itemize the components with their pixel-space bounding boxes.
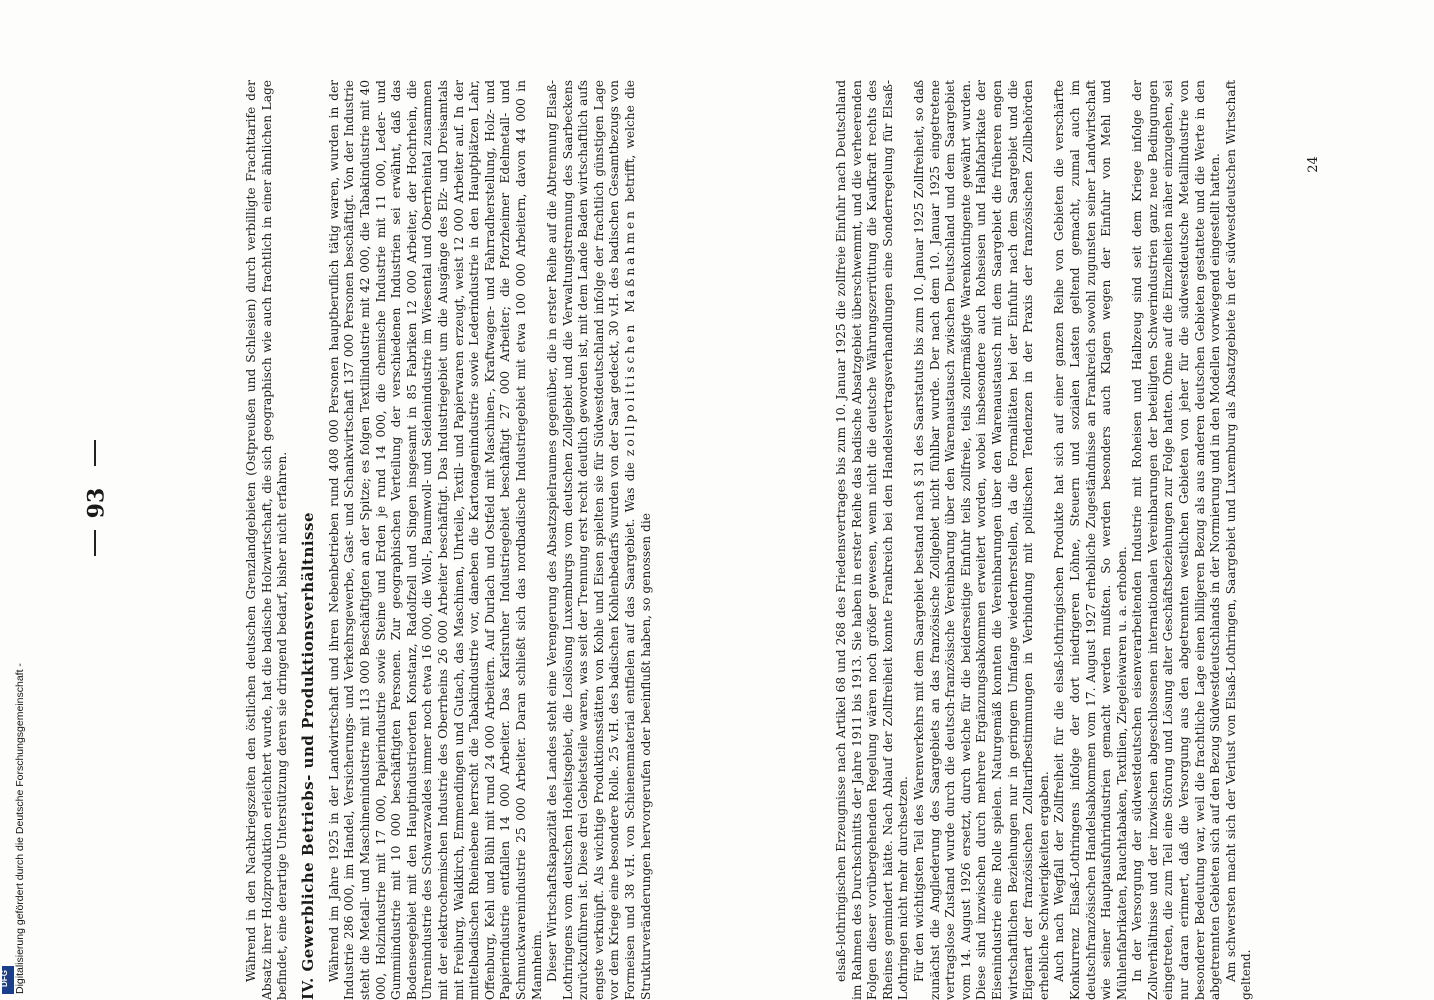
paragraph: Während im Jahre 1925 in der Landwirtschaft und ihren Nebenbetrieben rund 408 000 Personen hauptberuflich tätig waren, wurden in der Industrie 286 000, im Handel, Versicherungs- und Verkehrsgewerbe, Gast- und Schankwirtschaft 137 000 Personen beschäftigt. Von der Industrie steht die Metall- und Maschinenindustrie mit 113 000 Beschäftigten an der Spitze; es folgen Textilindustrie mit 42 000, die Tabakindustrie mit 40 000, Holzindustrie mit 17 000, Papierindustrie sowie Steine und Erden je rund 14 000, die chemische Industrie mit 11 000, Leder- und Gummiindustrie mit 10 000 beschäftigten Personen. Zur geographischen Verteilung der verschiedenen Industrien sei erwähnt, daß das Bodenseegebiet mit den Hauptindustrieorten Konstanz, Radolfzell und Singen insgesamt in 85 Fabriken 12 000 Arbeiter, der Hochrhein, die Uhrenindustrie des Schwarzwaldes immer noch etwa 16 000, die Woll-, Baumwoll- und Seidenindustrie im Wiesental und Oberrheintal zusammen mit der elektrochemischen Industrie des Oberrheins 26 000 Arbeiter beschäftigt. Das Industriegebiet um die Ausgänge des Elz- und Dreisamtals mit Freiburg, Waldkirch, Emmendingen und Gutach, das Maschinen, Uhrteile, Textil- und Papierwaren erzeugt, weist 12 000 Arbeiter auf. In der mittelbadischen Rheinebene herrscht die Tabakindustrie vor, daneben die Kartonagenindustrie sowie Lederindustrie in den Hauptplätzen Lahr, Offenburg, Kehl und Bühl mit rund 24 000 Arbeitern. Auf Durlach und Ostfeld mit Maschinen-, Kraftwagen- und Fahrradherstellung, Holz- und Papierindustrie entfallen 14 000 Arbeiter. Das Karlsruher Industriegebiet beschäftigt 27 000 Arbeiter; die Pforzheimer Edelmetall- und Schmuckwarenindustrie 25 000 Arbeiter. Daran schließt sich das nordbadische Industriegebiet mit etwa 100 000 Arbeitern, davon 44 000 in Mannheim. bbox=[326, 80, 544, 1000]
paragraph-text: betrifft, welche die Strukturveränderungen hervorgerufen oder beeinflußt haben, so genossen die bbox=[623, 79, 653, 1000]
page-number: 93 bbox=[83, 487, 110, 519]
paragraph: elsaß-lothringischen Erzeugnisse nach Artikel 68 und 268 des Friedensvertrages bis zum 10. Januar 1925 die zollfreie Einfuhr nach Deutschland im Rahmen des Durchschnitts der Jahre 1911 bis 1913. Sie haben in erster Reihe das badische Absatzgebiet überschwemmt, und die verheerenden Folgen dieser vorübergehenden Regelung wären noch größer gewesen, wenn nicht die deutsche Währungszerrüttung die Kaufkraft rechts des Rheines gemindert hätte. Nach Ablauf der Zollfreiheit konnte Frankreich bei den Handelsvertragsverhandlungen eine Sonderregelung für Elsaß-Lothringen nicht mehr durchsetzen. bbox=[834, 80, 911, 1000]
credit-text: Digitalisierung gefördert durch die Deutsche Forschungsgemeinschaft - bbox=[14, 663, 26, 994]
paragraph: Am schwersten macht sich der Verlust von Elsaß-Lothringen, Saargebiet und Luxemburg als Absatzgebiete in der südwestdeutschen Wirtschaft geltend. bbox=[1223, 80, 1254, 1000]
paragraph: Während in den Nachkriegszeiten den östlichen deutschen Grenzlandgebieten (Ostpreußen und Schlesien) durch verbilligte Frachttarife der Absatz ihrer Holzproduktion erleichtert wurde, hat die badische Holzwirtschaft, die sich geographisch wie auch frachtlich in einer ähnlichen Lage befindet, eine derartige Unterstützung deren sie dringend bedarf, bisher nicht erfahren. bbox=[244, 80, 290, 1000]
spaced-emphasis: zollpolitischen Maßnahmen bbox=[623, 208, 638, 457]
text-column-left bbox=[244, 0, 653, 1000]
text-column-right bbox=[834, 0, 1254, 1000]
paragraph: In der Versorgung der südwestdeutschen eisenverarbeitenden Industrie mit Roheisen und Halbzeug sind seit dem Kriege infolge der Zollverhältnisse und der inzwischen abgeschlossenen internationalen Vereinbarungen der beteiligten Schwerindustrien ganz neue Bedingungen eingetreten, die zum Teil eine Störung und Lösung alter Geschäftsbeziehungen zur Folge hatten. Ohne auf die Einzelheiten näher einzugehen, sei nur daran erinnert, daß die Versorgung aus den abgetrennten westlichen Gebieten von jeher für die südwestdeutsche Metallindustrie von besonderer Bedeutung war, weil die frachtliche Lage einen billigeren Bezug als aus anderen deutschen Gebieten gestattete und die Werte in den abgetrennten Gebieten sich auf den Bezug Südwestdeutschlands in der Normierung und in den Modellen vorwiegend eingestellt hatten. bbox=[1130, 80, 1223, 1000]
digitization-credit bbox=[0, 0, 40, 1000]
paragraph: Für den wichtigsten Teil des Warenverkehrs mit dem Saargebiet bestand nach § 31 des Saarstatuts bis zum 10. Januar 1925 Zollfreiheit, so daß zunächst die Angliederung des Saargebiets an das französische Zollgebiet nicht fühlbar wurde. Der nach dem 10. Januar 1925 eingetretene vertragslose Zustand wurde durch die deutsch-französische Vereinbarung über den Warenaustausch zwischen Deutschland und dem Saargebiet vom 14. August 1926 ersetzt, durch welche für die beiderseitige Einfuhr teils zollfreie, teils zollermäßigte Warenkontingente gewährt wurden. Diese sind inzwischen durch mehrere Ergänzungsabkommen erweitert worden, wobei insbesondere auch Rohseisen und Halbfabrikate der Eisenindustrie eine Rolle spielen. Naturgemäß konnten die Vereinbarungen über den Warenaustausch mit dem Saargebiet die früheren engen wirtschaftlichen Beziehungen nur in geringem Umfange wiederherstellen, da die Formalitäten bei der Einfuhr nach dem Saargebiet und die Eigenart der französischen Zolltarifbestimmungen in Verbindung mit politischen Tendenzen in der Praxis der französischen Zollbehörden erhebliche Schwierigkeiten ergaben. bbox=[911, 80, 1051, 1000]
section-heading: IV. Gewerbliche Betriebs- und Produktionsverhältnisse bbox=[298, 512, 317, 1000]
paragraph bbox=[545, 80, 654, 1000]
header-dash bbox=[94, 530, 96, 556]
footer-number: 24 bbox=[1306, 156, 1322, 173]
paragraph-text: Dieser Wirtschaftskapazität des Landes steht eine Verengerung des Absatzspielraumes gegenüber, die in erster Reihe auf die Abtrennung Elsaß-Lothringens vom deutschen Hoheitsgebiet, die Loslösung Luxemburgs vom deutschen Zollgebiet und die Verwaltungstrennung des Saarbeckens zurückzuführen ist. Diese drei Gebietsteile waren, was seit der Trennung erst recht deutlich geworden ist, mit dem Lande Baden wirtschaftlich aufs engste verknüpft. Als wichtige Produktionsstätten von Kohle und Eisen spielten sie für Südwestdeutschland infolge der frachtlich günstigen Lage vor dem Kriege eine besondere Rolle. 25 v.H. des badischen Kohlenbedarfs wurden von der Saar gedeckt, 30 v.H. des badischen Gesamtbezugs von Formeisen und 38 v.H. von Schienenmaterial entfielen auf das Saargebiet. Was die bbox=[545, 80, 638, 1000]
dfg-logo: DFG bbox=[2, 966, 14, 994]
header-dash bbox=[94, 440, 96, 466]
paragraph: Auch nach Wegfall der Zollfreiheit für die elsaß-lothringischen Produkte hat sich auf einer ganzen Reihe von Gebieten die verschärfte Konkurrenz Elsaß-Lothringens infolge der dort niedrigeren Löhne, Steuern und sozialen Lasten geltend gemacht, zumal auch im deutschfranzösischen Handelsabkommen vom 17. August 1927 erhebliche Zugeständnisse an Frankreich sowohl zugunsten seiner Landwirtschaft wie seiner Hauptausfuhrindustrien gemacht werden mußten. So werden besonders auch Klagen wegen der Einfuhr von Mehl und Mühlenfabrikaten, Rauchtabaken, Textilien, Ziegeleiwaren u. a. erhoben. bbox=[1052, 80, 1129, 1000]
